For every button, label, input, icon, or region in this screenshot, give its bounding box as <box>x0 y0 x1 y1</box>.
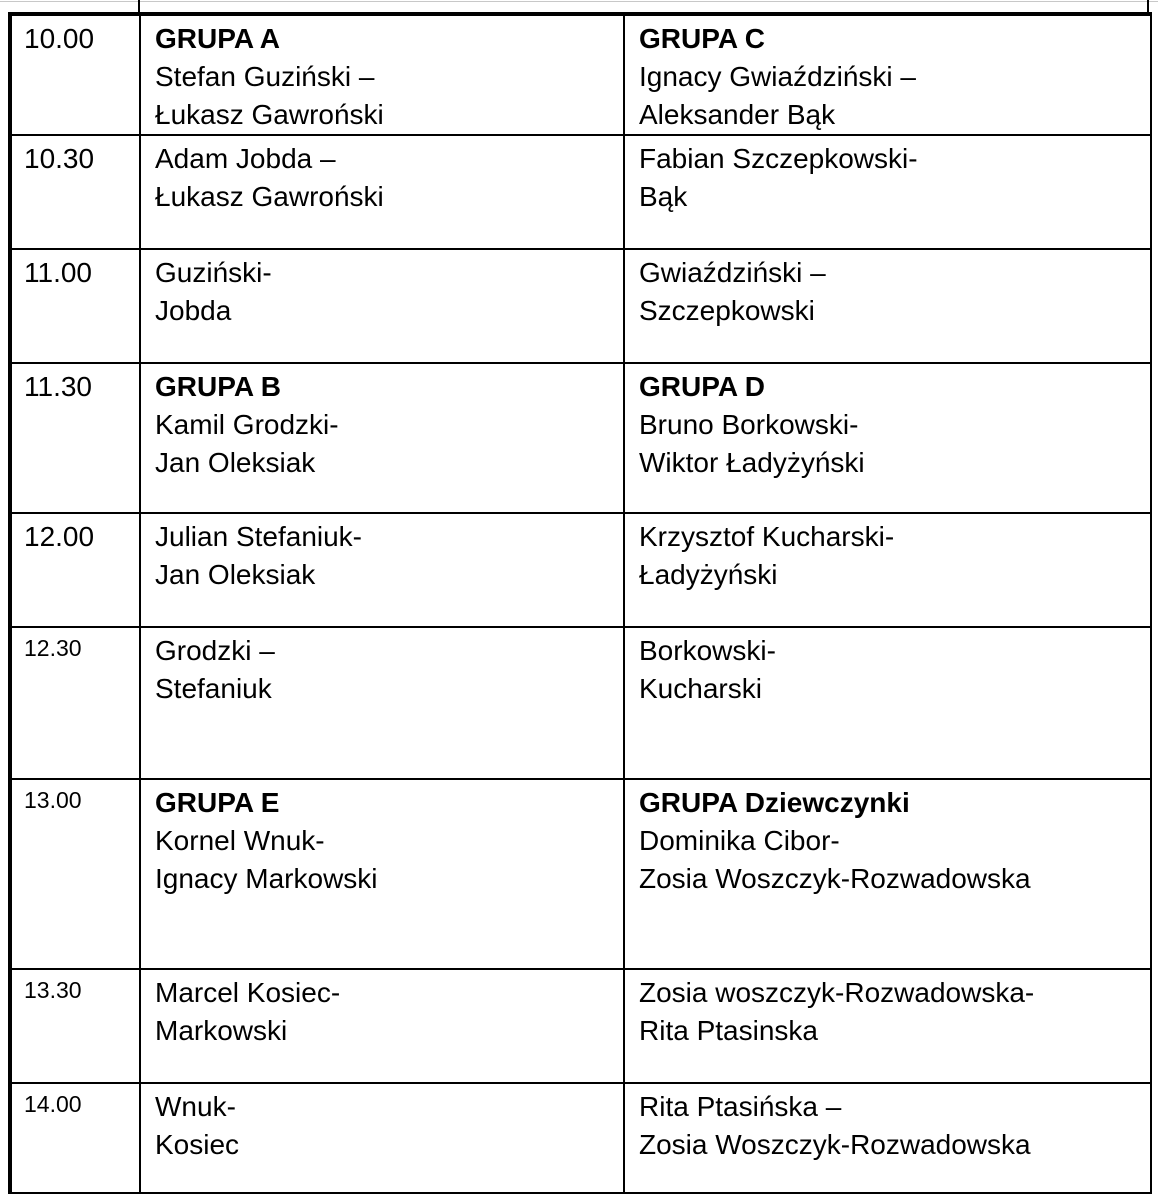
match-cell-left <box>140 627 624 779</box>
player-line: Kornel Wnuk- <box>155 825 325 856</box>
table-row <box>10 779 1151 969</box>
table-row <box>10 363 1151 513</box>
player-line: Kamil Grodzki- <box>155 409 339 440</box>
match-cell-right <box>624 513 1151 627</box>
time-cell: 13.30 <box>10 969 140 1083</box>
match-cell-left <box>140 513 624 627</box>
player-line: Dominika Cibor- <box>639 825 840 856</box>
table-row <box>10 627 1151 779</box>
match-cell-right <box>624 14 1151 135</box>
player-line: Marcel Kosiec- <box>155 977 341 1008</box>
player-line: Wnuk- <box>155 1091 236 1122</box>
player-line: Aleksander Bąk <box>639 99 836 130</box>
match-cell-right <box>624 627 1151 779</box>
time-cell: 13.00 <box>10 779 140 969</box>
player-line: Stefan Guziński – <box>155 61 375 92</box>
player-line: Szczepkowski <box>639 295 815 326</box>
player-line: Łukasz Gawroński <box>155 99 384 130</box>
player-line: Łukasz Gawroński <box>155 181 384 212</box>
player-line: Fabian Szczepkowski- <box>639 143 918 174</box>
match-cell-right <box>624 249 1151 363</box>
player-line: Zosia Woszczyk-Rozwadowska <box>639 863 1031 894</box>
match-cell-right <box>624 1083 1151 1193</box>
group-heading: GRUPA D <box>639 371 765 402</box>
match-cell-left <box>140 249 624 363</box>
player-line: Rita Ptasińska – <box>639 1091 842 1122</box>
player-line: Guziński- <box>155 257 272 288</box>
match-cell-left <box>140 135 624 249</box>
time-cell: 14.00 <box>10 1083 140 1193</box>
player-line: Jan Oleksiak <box>155 447 316 478</box>
table-row <box>10 513 1151 627</box>
player-line: Ignacy Markowski <box>155 863 378 894</box>
player-line: Zosia woszczyk-Rozwadowska- <box>639 977 1035 1008</box>
player-line: Wiktor Ładyżyński <box>639 447 865 478</box>
match-cell-left <box>140 1083 624 1193</box>
player-line: Adam Jobda – <box>155 143 336 174</box>
player-line: Stefaniuk <box>155 673 272 704</box>
player-line: Julian Stefaniuk- <box>155 521 363 552</box>
match-cell-right <box>624 135 1151 249</box>
table-row <box>10 1083 1151 1193</box>
player-line: Markowski <box>155 1015 288 1046</box>
player-line: Krzysztof Kucharski- <box>639 521 895 552</box>
player-line: Zosia Woszczyk-Rozwadowska <box>639 1129 1031 1160</box>
match-cell-left <box>140 779 624 969</box>
schedule-table <box>8 12 1152 1194</box>
match-cell-right <box>624 969 1151 1083</box>
time-cell: 10.30 <box>10 135 140 249</box>
match-cell-left <box>140 363 624 513</box>
player-line: Bruno Borkowski- <box>639 409 859 440</box>
group-heading: GRUPA B <box>155 371 281 402</box>
player-line: Ładyżyński <box>639 559 778 590</box>
player-line: Gwiaździński – <box>639 257 826 288</box>
match-cell-left <box>140 14 624 135</box>
player-line: Jan Oleksiak <box>155 559 316 590</box>
table-row <box>10 135 1151 249</box>
group-heading: GRUPA Dziewczynki <box>639 787 910 818</box>
player-line: Borkowski- <box>639 635 776 666</box>
match-cell-right <box>624 779 1151 969</box>
time-cell: 12.30 <box>10 627 140 779</box>
match-cell-left <box>140 969 624 1083</box>
group-heading: GRUPA E <box>155 787 280 818</box>
time-cell: 11.00 <box>10 249 140 363</box>
match-cell-right <box>624 363 1151 513</box>
player-line: Bąk <box>639 181 688 212</box>
table-row <box>10 249 1151 363</box>
page-edge-line <box>0 1 1158 2</box>
table-row <box>10 969 1151 1083</box>
group-heading: GRUPA A <box>155 23 280 54</box>
player-line: Grodzki – <box>155 635 275 666</box>
player-line: Ignacy Gwiaździński – <box>639 61 917 92</box>
player-line: Kosiec <box>155 1129 240 1160</box>
time-cell: 12.00 <box>10 513 140 627</box>
player-line: Kucharski <box>639 673 762 704</box>
group-heading: GRUPA C <box>639 23 765 54</box>
table-row <box>10 14 1151 135</box>
player-line: Jobda <box>155 295 232 326</box>
time-cell: 11.30 <box>10 363 140 513</box>
time-cell: 10.00 <box>10 14 140 135</box>
player-line: Rita Ptasinska <box>639 1015 818 1046</box>
